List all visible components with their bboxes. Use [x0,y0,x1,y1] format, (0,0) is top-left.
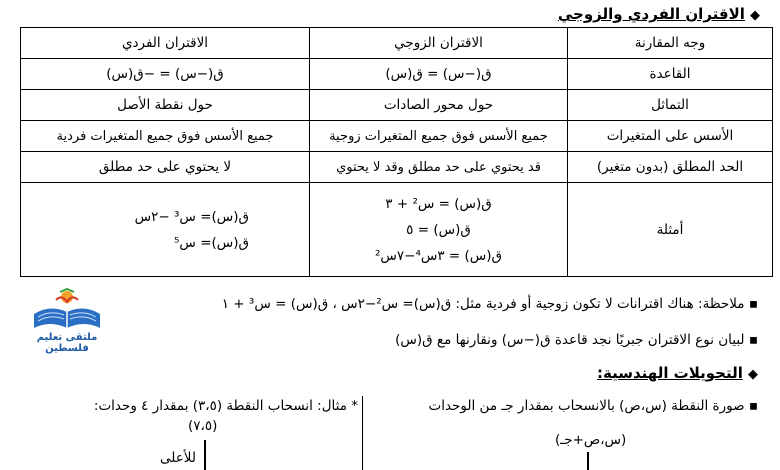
open-book-icon [20,288,114,332]
table-row [21,90,773,121]
diamond-bullet-icon: ◆ [748,367,758,382]
square-bullet-icon: ▪ [748,398,758,414]
up-arrow-icon [587,452,589,470]
table-header-row [21,28,773,59]
header-even: الاقتران الزوجي [310,28,568,59]
table-row [21,59,773,90]
section-heading [558,4,760,23]
example-line: ق(س) = س² + ٣ [385,195,492,212]
comparison-table [20,27,773,277]
section-heading-2 [597,363,758,382]
arrow-label: للأعلى [160,450,196,466]
example-line: ق(س) = ٣س⁴−٧س² [374,247,503,264]
transform-rule-text: صورة النقطة (س،ص) بالانسحاب بمقدار جـ من الوحدات [428,398,745,414]
header-comparison: وجه المقارنة [568,28,773,59]
cell-odd: لا يحتوي على حد مطلق [21,152,310,183]
note-2 [118,332,758,348]
cell-even: جميع الأسس فوق جميع المتغيرات زوجية [310,121,568,152]
cell-odd-examples [21,183,310,277]
cell-odd: ق(−س) = −ق(س) [21,59,310,90]
header-odd: الاقتران الفردي [21,28,310,59]
transform-right-text [378,398,758,414]
table-row [21,152,773,183]
row-label: أمثلة [568,183,773,277]
example-line: ق(س)= س³ −٢س [134,208,249,225]
transform-right-point: (س،ص+جـ) [555,432,627,448]
up-arrow-icon [204,440,206,470]
cell-odd: حول نقطة الأصل [21,90,310,121]
square-bullet-icon: ▪ [748,296,758,312]
row-label: الحد المطلق (بدون متغير) [568,152,773,183]
column-divider [362,396,363,470]
cell-even: قد يحتوي على حد مطلق وقد لا يحتوي [310,152,568,183]
row-label: القاعدة [568,59,773,90]
note-1-text: ملاحظة: هناك اقترانات لا تكون زوجية أو فردية مثل: ق(س)= س²−٢س ، ق(س) = س³ + ١ [221,296,745,312]
table-row-examples [21,183,773,277]
logo-text: ملتقى تعليم فلسطين [36,332,98,354]
diamond-bullet-icon: ◆ [750,8,760,23]
square-bullet-icon: ▪ [748,332,758,348]
section-2-title: التحويلات الهندسية: [597,364,743,382]
example-line: ق(س)= س⁵ [174,234,249,251]
note-2-text: لبيان نوع الاقتران جبريًا نجد قاعدة ق(−س) ونقارنها مع ق(س) [395,332,745,348]
note-1 [118,296,758,312]
example-line: ق(س) = ٥ [406,221,471,238]
site-logo [20,288,114,354]
row-label: التماثل [568,90,773,121]
transform-left-text: * مثال: انسحاب النقطة (٣،٥) بمقدار ٤ وحدات: [93,398,358,414]
cell-even: ق(−س) = ق(س) [310,59,568,90]
row-label: الأسس على المتغيرات [568,121,773,152]
section-title: الاقتران الفردي والزوجي [557,5,745,23]
transform-left-point: (٧،٥) [188,418,218,434]
table-row [21,121,773,152]
cell-even: حول محور الصادات [310,90,568,121]
cell-odd: جميع الأسس فوق جميع المتغيرات فردية [21,121,310,152]
cell-even-examples [310,183,568,277]
